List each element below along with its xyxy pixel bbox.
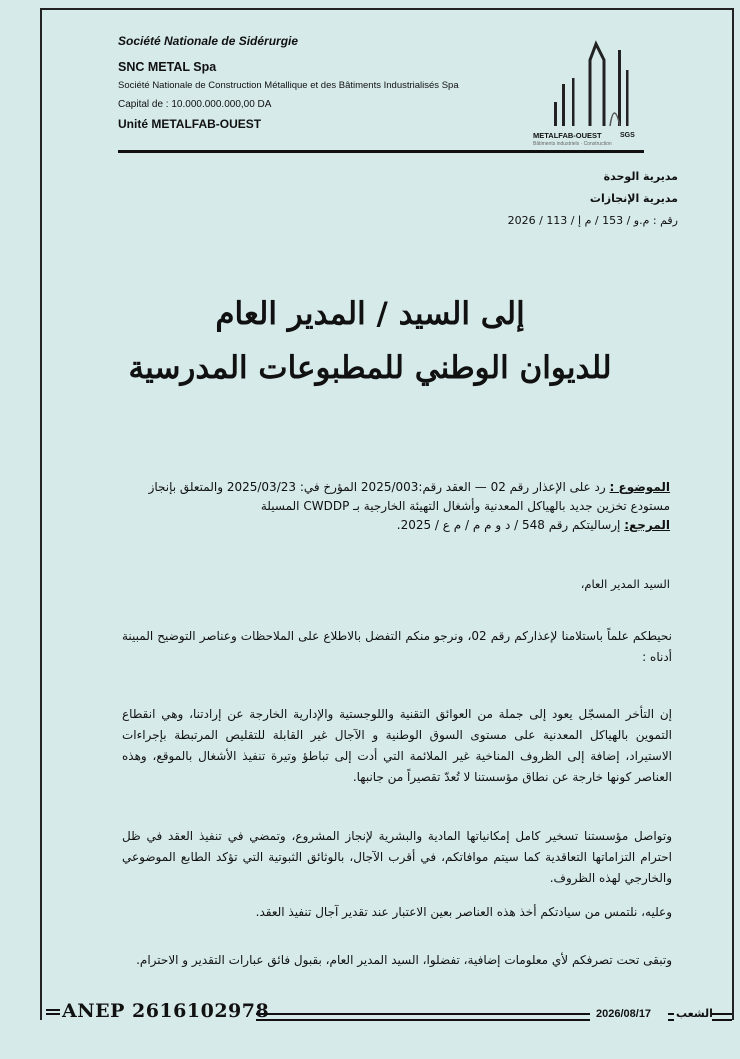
- recipient-title-line2: للديوان الوطني للمطبوعات المدرسية: [128, 350, 612, 386]
- anep-bar: [46, 1009, 60, 1015]
- subject-block: [122, 478, 670, 535]
- subject-label: الموضوع :: [609, 480, 670, 494]
- logo-subtext: Bâtiments industriels · Construction: [533, 141, 612, 147]
- reference-number: رقم : م.و / 153 / م إ / 113 / 2026: [507, 214, 678, 227]
- reference-text: إرساليتكم رقم 548 / د و م م / م ع / 2025.: [396, 518, 621, 532]
- anep-reference: ANEP 2616102978: [46, 1000, 269, 1022]
- frame-right: [732, 8, 734, 1020]
- recipient-title-line1: إلى السيد / المدير العام: [215, 296, 525, 332]
- footer-rule-left: [256, 1013, 590, 1021]
- company-name: SNC METAL Spa: [118, 60, 217, 74]
- company-fullname: Société Nationale de Construction Métallique et des Bâtiments Industrialisés Spa: [118, 80, 459, 91]
- publication-date: 2026/08/17: [596, 1008, 652, 1020]
- paragraph-commitment: وتواصل مؤسستنا تسخير كامل إمكانياتها المادية والبشرية لإنجاز المشروع، وتمضي في تنفيذ العقد في ظل احترام التزاماتها التعاقدية كما سيتم موافاتكم، في أقرب الآجال، بالوثائق الثبوتية التي تؤكد الطابع الموضوعي والخارجي لهذه الظروف.: [122, 829, 672, 885]
- sender-header: [508, 166, 678, 232]
- sgs-certification-mark: SGS: [620, 132, 635, 139]
- footer-rule-right: [712, 1013, 732, 1021]
- logo-text: METALFAB-OUEST: [533, 131, 602, 140]
- paragraph-closing: وتبقى تحت تصرفكم لأي معلومات إضافية، تفضلوا، السيد المدير العام، بقبول فائق عبارات التقدير و الاحترام.: [136, 953, 672, 967]
- company-capital: Capital de : 10.000.000.000,00 DA: [118, 99, 272, 110]
- salutation: السيد المدير العام،: [580, 577, 670, 591]
- company-unit: Unité METALFAB-OUEST: [118, 117, 262, 131]
- footer-rule-mid: [668, 1013, 674, 1021]
- paragraph-delay-causes: إن التأخر المسجّل يعود إلى جملة من العوائق التقنية واللوجستية والإدارية الخارجة عن إرادتنا، وهي انقطاع التموين بالهياكل المعدنية على مستوى السوق الوطنية و الآجال غير القابلة للتقليص المرتبطة بإجراءات الاستيراد، إضافة إلى الظروف المناخية غير الملائمة التي أدت إلى تباطؤ وتيرة تنفيذ الأشغال بالموقع، وهذه العناصر كونها خارجة عن نطاق مؤسستنا لا تُعدّ تقصيراً من جانبها.: [122, 707, 672, 784]
- paragraph-intro: نحيطكم علماً باستلامنا لإعذاركم رقم 02، ونرجو منكم التفضل بالاطلاع على الملاحظات وعناصر التوضيح المبينة أدناه :: [122, 629, 672, 664]
- sender-dept-unit: مديرية الوحدة: [603, 170, 678, 183]
- frame-top: [40, 8, 732, 10]
- reference-label: المرجع:: [624, 518, 670, 532]
- newspaper-name: الشعب: [676, 1007, 713, 1020]
- sender-dept-works: مديرية الإنجازات: [589, 192, 678, 205]
- letterhead: [118, 34, 459, 131]
- company-parent: Société Nationale de Sidérurgie: [118, 34, 299, 48]
- subject-text: رد على الإعذار رقم 02 — العقد رقم:2025/003 المؤرخ في: 2025/03/23 والمتعلق بإنجاز مستودع تخزين جديد بالهياكل المعدنية وأشغال التهيئة الخارجية بـ CWDDP المسيلة: [148, 480, 670, 513]
- frame-left: [40, 8, 42, 1020]
- paragraph-request: وعليه، نلتمس من سيادتكم أخذ هذه العناصر بعين الاعتبار عند تقدير آجال تنفيذ العقد.: [255, 905, 672, 919]
